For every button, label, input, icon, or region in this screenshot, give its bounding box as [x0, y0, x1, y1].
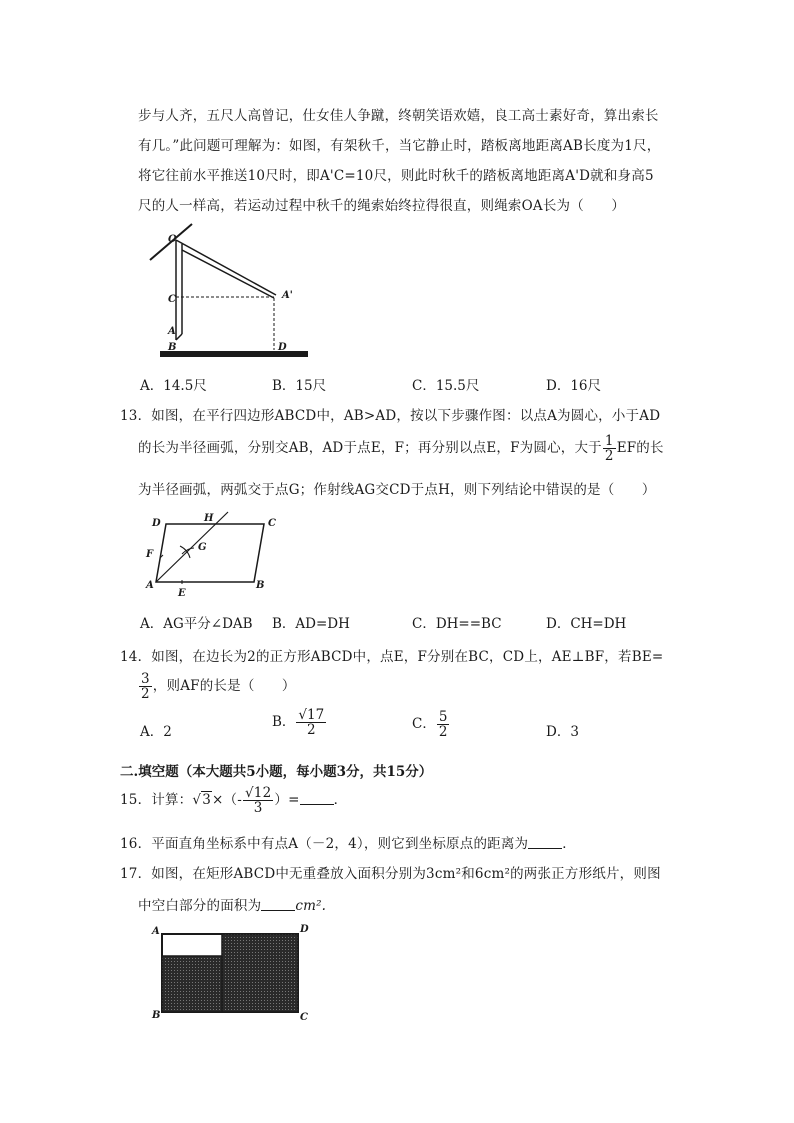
q16-answer-blank[interactable] [528, 836, 562, 849]
q15-sqrt-3: √3 [192, 792, 211, 809]
q14-option-c[interactable] [412, 710, 450, 739]
q13-option-d[interactable]: D．CH=DH [546, 616, 627, 632]
q16-line [120, 832, 576, 852]
q13-parallelogram-figure [144, 508, 284, 598]
q12-option-b[interactable]: B．15尺 [272, 378, 327, 394]
q12-label-o: O [168, 234, 177, 245]
q12-option-d[interactable]: D．16尺 [546, 378, 602, 394]
q13-text-line-2 [138, 434, 664, 463]
q12-board-a [176, 334, 182, 340]
q12-text-line-1: 步与人齐，五尺人高曾记，仕女佳人争蹴，终朝笑语欢嬉，良工高士素好奇，算出索长 [138, 108, 659, 124]
q15-suffix: ）= [274, 792, 300, 809]
q13-text-line-1: 13．如图，在平行四边形ABCD中，AB>AD，按以下步骤作图：以点A为圆心，小于AD [120, 408, 661, 424]
q14-option-d[interactable]: D．3 [546, 724, 579, 740]
q15-line [120, 786, 347, 815]
q17-line-2 [138, 894, 326, 914]
q16-text: 16．平面直角坐标系中有点A（－2，4），则它到坐标原点的距离为 [120, 836, 529, 852]
q14-option-c-fraction [437, 710, 450, 739]
q14-option-b-radicand: 17 [307, 707, 325, 723]
q13-text-line-2b: EF的长 [616, 440, 664, 457]
q17-answer-blank[interactable] [261, 898, 295, 911]
q17-label-d: D [300, 924, 309, 935]
q13-text-line-2a: 的长为半径画弧，分别交AB，AD于点E，F；再分别以点E，F为圆心，大于 [138, 440, 602, 457]
q12-option-a[interactable]: A．14.5尺 [140, 378, 207, 394]
q14-option-c-den: 2 [438, 724, 448, 741]
q15-frac-den: 3 [253, 800, 263, 817]
q13-option-a[interactable]: A．AG平分∠DAB [140, 616, 253, 632]
q17-text-line-1: 17．如图，在矩形ABCD中无重叠放入面积分别为3cm²和6cm²的两张正方形纸片，则图 [120, 866, 661, 882]
q12-label-a-prime: A' [282, 290, 293, 301]
q12-text-line-4: 尺的人一样高，若运动过程中秋千的绳索始终拉得很直，则绳索OA长为（ ） [138, 198, 626, 214]
q12-label-a: A [168, 326, 176, 337]
q14-fraction [139, 672, 152, 701]
q13-label-e: E [178, 588, 186, 598]
q14-option-b-fraction [296, 708, 326, 737]
q14-option-c-num: 5 [438, 709, 448, 725]
q15-fraction [243, 786, 273, 815]
q13-label-b: B [256, 580, 265, 591]
q17-unit: cm². [295, 898, 327, 914]
q13-label-c: C [268, 518, 276, 529]
q17-square-large [222, 934, 298, 1012]
q14-option-c-prefix: C． [412, 716, 436, 733]
q12-option-c[interactable]: C．15.5尺 [412, 378, 480, 394]
q12-label-c: C [168, 294, 176, 305]
q17-label-c: C [300, 1012, 308, 1022]
q13-option-b[interactable]: B．AD=DH [272, 616, 350, 632]
q15-neg: - [237, 792, 242, 809]
q17-label-a: A [152, 926, 160, 937]
q14-option-b-den: 2 [307, 722, 316, 739]
q12-label-b: B [168, 342, 177, 353]
q12-text-line-3: 将它往前水平推送10尺时，即A'C=10尺，则此时秋千的踏板离地距离A'D就和身高5 [138, 168, 654, 184]
q12-swing-figure [146, 222, 316, 364]
q13-fraction [603, 434, 616, 463]
q17-square-small [162, 956, 222, 1012]
q13-parallelogram [156, 524, 264, 582]
q13-frac-num: 1 [604, 433, 614, 449]
q15-frac-numerator: √12 [244, 785, 272, 801]
q13-text-line-3: 为半径画弧，两弧交于点G；作射线AG交CD于点H，则下列结论中错误的是（ ） [138, 482, 656, 498]
q13-label-h: H [204, 513, 214, 524]
q14-text-line-2-rest: ，则AF的长是（ ） [152, 678, 296, 695]
q17-rectangle-figure [150, 922, 316, 1022]
q15-end: ． [333, 792, 348, 809]
q13-option-c[interactable]: C．DH==BC [412, 616, 502, 632]
q13-label-a: A [146, 580, 154, 591]
q14-frac-num: 3 [141, 671, 150, 687]
section-2-title: 二.填空题（本大题共5小题，每小题3分，共15分） [120, 764, 433, 780]
q12-rope-oa1-top [176, 240, 276, 295]
q12-rope-oa1-bottom [182, 250, 274, 298]
q14-text-line-1: 14．如图，在边长为2的正方形ABCD中，点E，F分别在BC，CD上，AE⊥BF，若BE= [120, 649, 664, 665]
q12-text-line-2: 有几。”此问题可理解为：如图，有架秋千，当它静止时，踏板离地距离AB长度为1尺， [138, 138, 661, 154]
q13-label-d: D [152, 518, 161, 529]
q13-frac-den: 2 [604, 448, 614, 465]
q15-answer-blank[interactable] [300, 792, 334, 805]
q14-option-b-prefix: B． [272, 714, 296, 731]
q13-label-g: G [198, 542, 207, 553]
q17-text-line-2: 中空白部分的面积为 [138, 898, 262, 914]
q15-prefix: 15．计算： [120, 792, 193, 809]
q14-option-b[interactable] [272, 708, 327, 737]
q14-text-line-2 [138, 672, 296, 701]
q15-radicand-12: 12 [253, 785, 272, 801]
q17-label-b: B [152, 1010, 161, 1021]
q14-option-b-numerator: √17 [298, 707, 325, 723]
q15-radicand-3: 3 [202, 792, 211, 809]
q15-times: ×（ [212, 792, 238, 809]
q14-frac-den: 2 [141, 686, 150, 703]
q13-ray-ag [156, 512, 228, 582]
q16-end: ． [562, 836, 576, 852]
q12-label-d: D [278, 342, 287, 353]
q14-option-a[interactable]: A．2 [140, 724, 172, 740]
q13-label-f: F [146, 549, 154, 560]
